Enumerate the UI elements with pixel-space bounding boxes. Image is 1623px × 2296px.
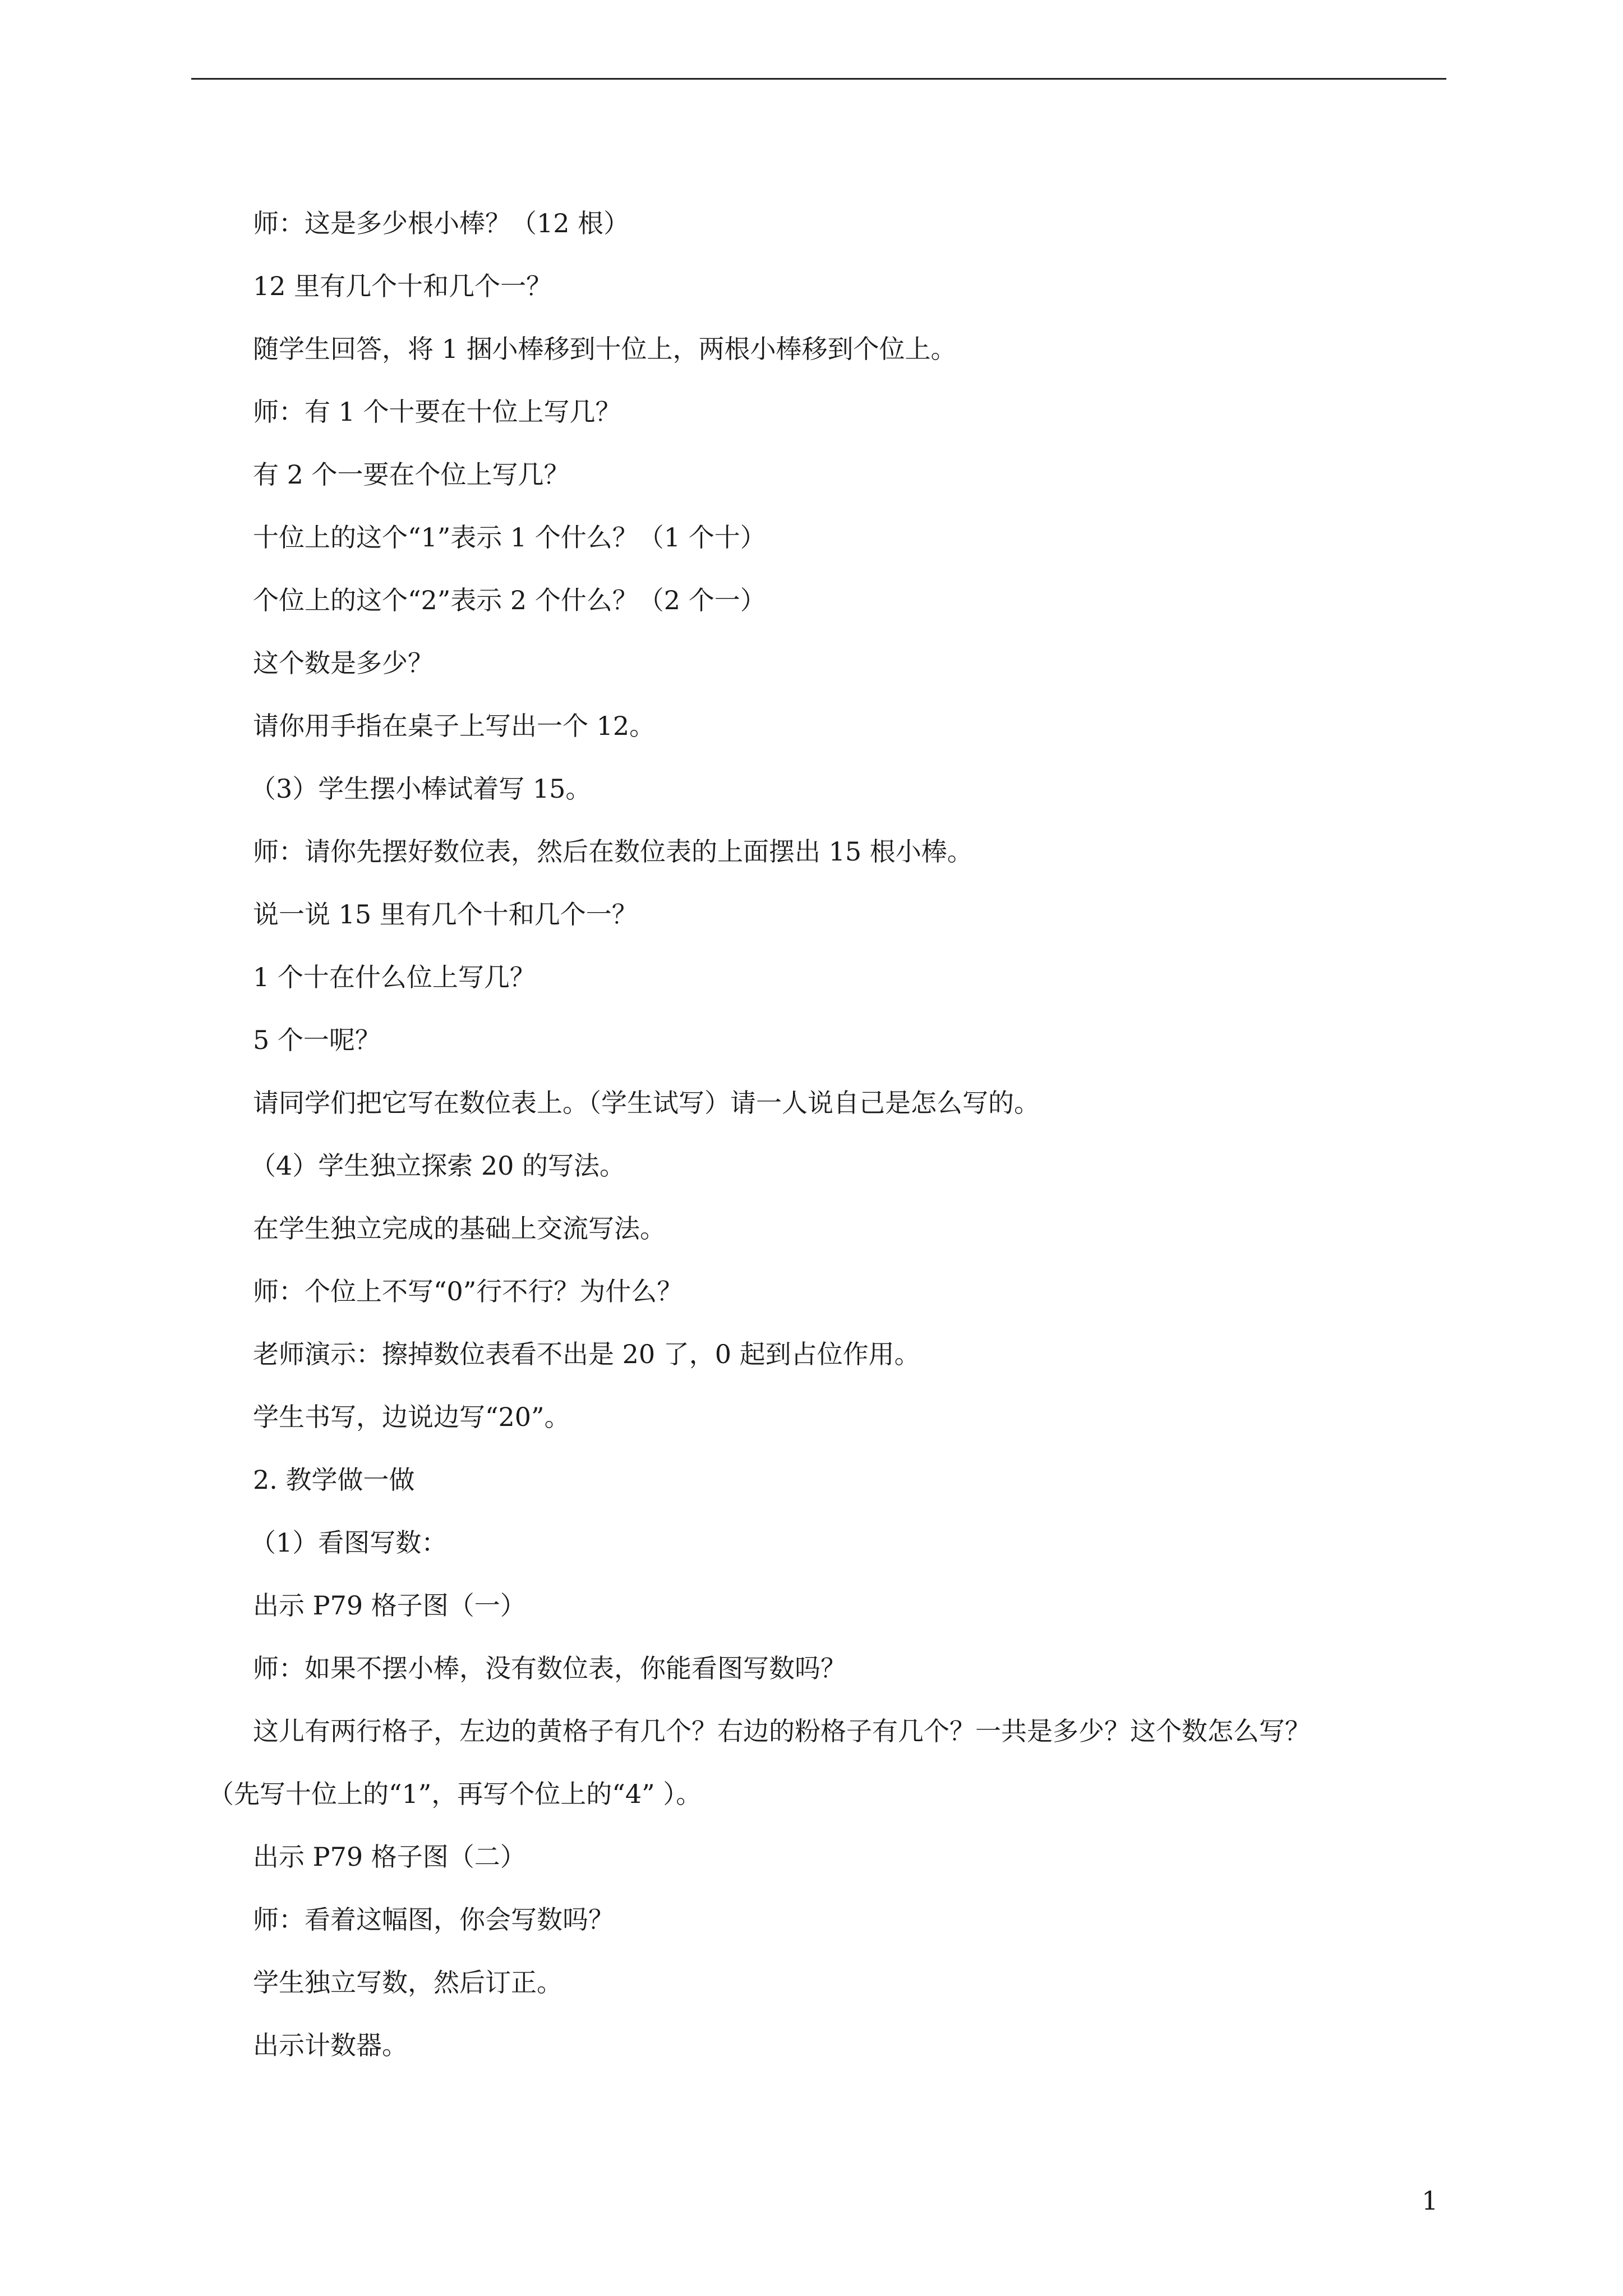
text-line: 这个数是多少？ — [253, 648, 434, 678]
text-line: 师：有 1 个十要在十位上写几？ — [253, 397, 621, 427]
text-line: 出示计数器。 — [253, 2030, 408, 2060]
document-body — [191, 208, 1446, 2092]
text-line: 出示 P79 格子图（二） — [253, 1842, 526, 1872]
text-line: 师：这是多少根小棒？（12 根） — [253, 208, 630, 238]
text-line: 有 2 个一要在个位上写几？ — [253, 459, 570, 490]
text-line: 请你用手指在桌子上写出一个 12。 — [253, 711, 656, 741]
text-line: 学生书写，边说边写“20”。 — [253, 1402, 570, 1432]
section-heading: （3）学生摆小棒试着写 15。 — [250, 774, 592, 804]
text-line: 师：请你先摆好数位表，然后在数位表的上面摆出 15 根小棒。 — [253, 836, 973, 867]
text-line: 5 个一呢？ — [253, 1025, 381, 1055]
text-line: 师：看着这幅图，你会写数吗？ — [253, 1904, 614, 1935]
text-line: 出示 P79 格子图（一） — [253, 1590, 526, 1621]
text-line: 请同学们把它写在数位表上。（学生试写）请一人说自己是怎么写的。 — [253, 1088, 1040, 1118]
text-line: 1 个十在什么位上写几？ — [253, 962, 536, 992]
page-number: 1 — [1422, 2185, 1438, 2216]
header-rule — [191, 78, 1446, 80]
text-line: 随学生回答，将 1 捆小棒移到十位上，两根小棒移到个位上。 — [253, 334, 957, 364]
text-line: 说一说 15 里有几个十和几个一？ — [253, 899, 638, 930]
section-heading: 2. 教学做一做 — [253, 1465, 415, 1495]
text-line: 12 里有几个十和几个一？ — [253, 271, 552, 301]
text-line: 学生独立写数，然后订正。 — [253, 1967, 562, 1998]
text-line: 师：如果不摆小棒，没有数位表，你能看图写数吗？ — [253, 1653, 846, 1683]
text-line: 老师演示：擦掉数位表看不出是 20 了，0 起到占位作用。 — [253, 1339, 920, 1369]
text-line: 师：个位上不写“0”行不行？为什么？ — [253, 1276, 683, 1306]
text-line: 个位上的这个“2”表示 2 个什么？（2 个一） — [253, 585, 766, 615]
text-line: 在学生独立完成的基础上交流写法。 — [253, 1213, 666, 1244]
text-line-continuation: （先写十位上的“1”，再写个位上的“4” ）。 — [208, 1779, 702, 1809]
text-line: 这儿有两行格子，左边的黄格子有几个？右边的粉格子有几个？一共是多少？这个数怎么写？ — [253, 1716, 1311, 1746]
section-heading: （1）看图写数： — [250, 1527, 448, 1558]
section-heading: （4）学生独立探索 20 的写法。 — [250, 1151, 626, 1181]
text-line: 十位上的这个“1”表示 1 个什么？（1 个十） — [253, 522, 766, 553]
